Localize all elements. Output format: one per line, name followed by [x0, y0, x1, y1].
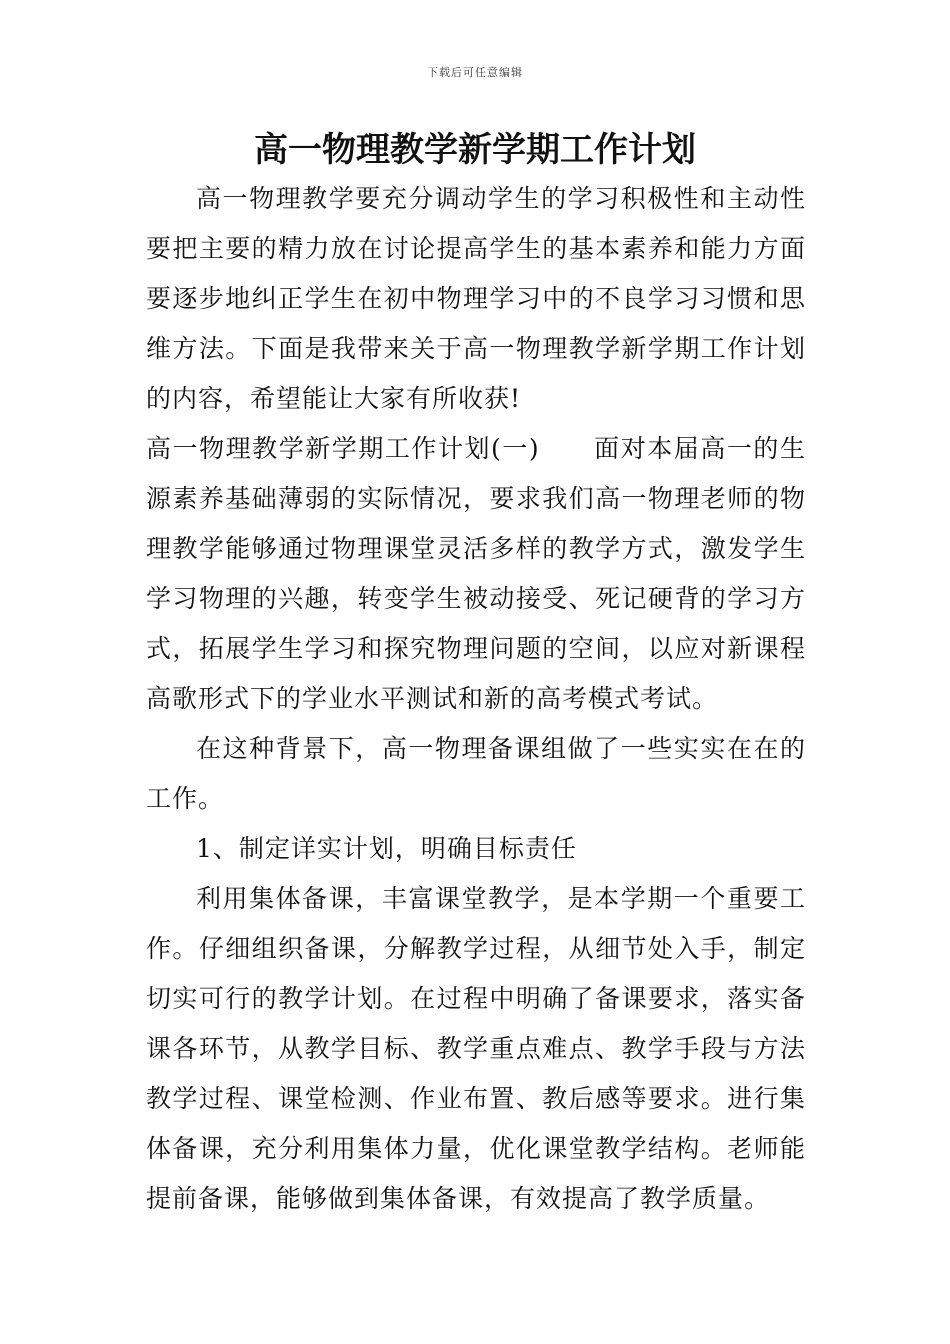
- section-heading: 高一物理教学新学期工作计划(一): [146, 434, 540, 463]
- item1-heading: 1、制定详实计划，明确目标责任: [196, 834, 577, 863]
- section-paragraph: [146, 424, 806, 724]
- header-note: 下载后可任意编辑: [427, 66, 523, 79]
- document-title: 高一物理教学新学期工作计划: [254, 130, 696, 170]
- intro-paragraph: 高一物理教学要充分调动学生的学习积极性和主动性要把主要的精力放在讨论提高学生的基本素养和能力方面要逐步地纠正学生在初中物理学习中的不良学习习惯和思维方法。下面是我带来关于高一物理教学新学期工作计划的内容，希望能让大家有所收获!: [146, 184, 806, 413]
- document-body: [146, 174, 806, 1224]
- background-paragraph: 在这种背景下，高一物理备课组做了一些实实在在的工作。: [146, 734, 806, 813]
- item1-paragraph: 利用集体备课，丰富课堂教学，是本学期一个重要工作。仔细组织备课，分解教学过程，从细节处入手，制定切实可行的教学计划。在过程中明确了备课要求，落实备课各环节，从教学目标、教学重点难点、教学手段与方法教学过程、课堂检测、作业布置、教后感等要求。进行集体备课，充分利用集体力量，优化课堂教学结构。老师能提前备课，能够做到集体备课，有效提高了教学质量。: [146, 884, 806, 1213]
- section-body: 面对本届高一的生源素养基础薄弱的实际情况，要求我们高一物理老师的物理教学能够通过物理课堂灵活多样的教学方式，激发学生学习物理的兴趣，转变学生被动接受、死记硬背的学习方式，拓展学生学习和探究物理问题的空间，以应对新课程高歌形式下的学业水平测试和新的高考模式考试。: [146, 434, 806, 713]
